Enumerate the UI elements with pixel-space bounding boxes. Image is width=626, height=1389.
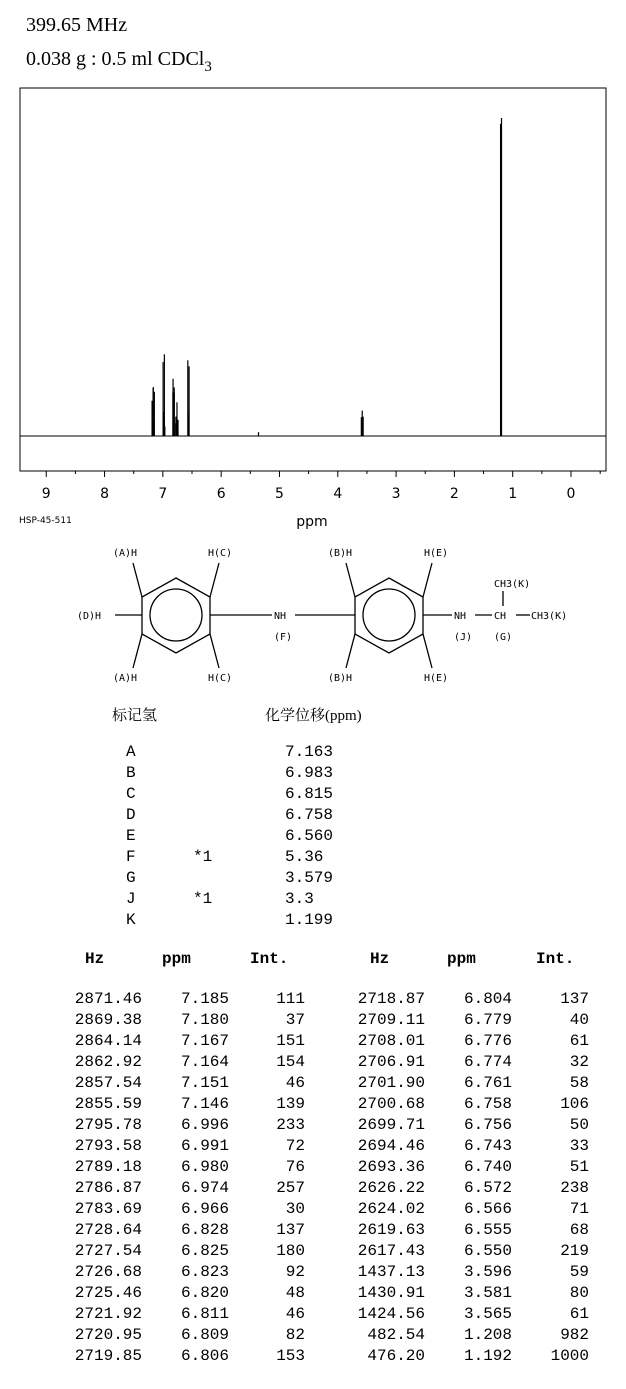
h-c-top: H(C): [208, 548, 233, 559]
assignment-label: E: [126, 827, 136, 845]
peak-table-cell: 7.167: [180, 1032, 229, 1050]
peak-table-cell: 6.758: [463, 1095, 512, 1113]
peak-table-cell: 2700.68: [357, 1095, 425, 1113]
peak-table-cell: 2719.85: [74, 1347, 142, 1365]
label-j: (J): [454, 632, 473, 643]
peak-table-cell: 1000: [550, 1347, 589, 1365]
peak-table-cell: 6.974: [180, 1179, 229, 1197]
assignment-header-label: 标记氢: [112, 708, 158, 724]
peak-table-cell: 2694.46: [357, 1137, 425, 1155]
peak-table-cell: 137: [560, 990, 589, 1008]
peak-table-cell: 61: [569, 1032, 589, 1050]
peak-table-cell: 61: [569, 1305, 589, 1323]
peak-table-cell: 2693.36: [357, 1158, 425, 1176]
peak-table-cell: 2617.43: [357, 1242, 425, 1260]
x-tick-label: 2: [449, 486, 459, 502]
peak-table-cell: 6.991: [180, 1137, 229, 1155]
x-tick-label: 6: [216, 486, 226, 502]
peak-table-cell: 1.192: [463, 1347, 512, 1365]
h-a-top: (A)H: [113, 548, 138, 559]
peak-table-cell: 6.806: [180, 1347, 229, 1365]
nh-f: NH: [274, 611, 287, 622]
peak-table-cell: 2718.87: [357, 990, 425, 1008]
peak-table-cell: 2786.87: [74, 1179, 142, 1197]
peak-table-cell: 2720.95: [74, 1326, 142, 1344]
peak-table-cell: 2864.14: [74, 1032, 142, 1050]
assignment-label: J: [126, 890, 136, 908]
peak-table-cell: 30: [285, 1200, 305, 1218]
assignment-shift: 5.36: [285, 848, 324, 866]
sample-text: 0.038 g : 0.5 ml CDCl: [26, 48, 205, 70]
peak-table-cell: 1424.56: [357, 1305, 425, 1323]
peak-table-cell: 40: [569, 1011, 589, 1029]
nh-j: NH: [454, 611, 467, 622]
peak-table-cell: 6.572: [463, 1179, 512, 1197]
peak-table-header: ppm: [162, 950, 191, 968]
peak-table-cell: 2721.92: [74, 1305, 142, 1323]
peak-table-cell: 46: [285, 1074, 305, 1092]
peak-table-cell: 72: [285, 1137, 305, 1155]
assignment-note: *1: [193, 848, 213, 866]
peak-table-cell: 2795.78: [74, 1116, 142, 1134]
peak-table-cell: 6.828: [180, 1221, 229, 1239]
peak-table-cell: 7.146: [180, 1095, 229, 1113]
peak-table-cell: 2855.59: [74, 1095, 142, 1113]
assignment-shift: 6.758: [285, 806, 334, 824]
peak-table-cell: 59: [569, 1263, 589, 1281]
peak-table-header: Hz: [85, 950, 105, 968]
sample-subscript: 3: [204, 59, 212, 75]
peak-table-cell: 6.825: [180, 1242, 229, 1260]
h-e-top: H(E): [424, 548, 449, 559]
peak-table-cell: 6.996: [180, 1116, 229, 1134]
ch-g: CH: [494, 611, 507, 622]
spectrometer-frequency: 399.65 MHz: [26, 14, 128, 36]
x-tick-label: 8: [100, 486, 110, 502]
peak-table-cell: 6.774: [463, 1053, 512, 1071]
peak-table-cell: 33: [569, 1137, 589, 1155]
peak-table-cell: 6.779: [463, 1011, 512, 1029]
assignment-label: D: [126, 806, 136, 824]
peak-table-cell: 2624.02: [357, 1200, 425, 1218]
assignment-shift: 3.579: [285, 869, 334, 887]
peak-table-cell: 2862.92: [74, 1053, 142, 1071]
assignment-label: G: [126, 869, 136, 887]
peak-table-cell: 2783.69: [74, 1200, 142, 1218]
peak-table-header: Int.: [536, 950, 575, 968]
peak-table-cell: 2725.46: [74, 1284, 142, 1302]
peak-table-cell: 2793.58: [74, 1137, 142, 1155]
peak-table-cell: 2706.91: [357, 1053, 425, 1071]
peak-table-cell: 476.20: [367, 1347, 425, 1365]
assignment-label: B: [126, 764, 136, 782]
peak-table-cell: 50: [569, 1116, 589, 1134]
peak-table-cell: 7.180: [180, 1011, 229, 1029]
assignment-note: *1: [193, 890, 213, 908]
peak-table-cell: 153: [276, 1347, 305, 1365]
h-a-bottom: (A)H: [113, 673, 138, 684]
x-tick-label: 7: [158, 486, 168, 502]
peak-table-cell: 32: [569, 1053, 589, 1071]
peak-table-cell: 2619.63: [357, 1221, 425, 1239]
peak-table-cell: 6.809: [180, 1326, 229, 1344]
ch3-right: CH3(K): [531, 611, 568, 622]
peak-table-cell: 151: [276, 1032, 305, 1050]
peak-table-cell: 1.208: [463, 1326, 512, 1344]
h-e-bottom: H(E): [424, 673, 449, 684]
peak-table-cell: 111: [276, 990, 305, 1008]
peak-table-cell: 219: [560, 1242, 589, 1260]
peak-table-cell: 2871.46: [74, 990, 142, 1008]
peak-table-header: Int.: [250, 950, 289, 968]
peak-table-cell: 92: [285, 1263, 305, 1281]
x-tick-label: 9: [41, 486, 51, 502]
assignment-label: C: [126, 785, 136, 803]
peak-table-cell: 6.820: [180, 1284, 229, 1302]
peak-table-cell: 6.980: [180, 1158, 229, 1176]
peak-table-cell: 6.823: [180, 1263, 229, 1281]
assignment-label: F: [126, 848, 136, 866]
peak-table-cell: 137: [276, 1221, 305, 1239]
peak-table-cell: 1437.13: [357, 1263, 425, 1281]
peak-table-cell: 3.596: [463, 1263, 512, 1281]
x-tick-label: 0: [566, 486, 576, 502]
peak-table-cell: 2727.54: [74, 1242, 142, 1260]
x-tick-label: 4: [333, 486, 343, 502]
x-axis-label: ppm: [296, 514, 328, 530]
peak-table-cell: 3.581: [463, 1284, 512, 1302]
peak-table-cell: 2699.71: [357, 1116, 425, 1134]
peak-table-cell: 82: [285, 1326, 305, 1344]
assignment-header-shift: 化学位移(ppm): [265, 708, 362, 724]
peak-table-cell: 238: [560, 1179, 589, 1197]
peak-table-cell: 2701.90: [357, 1074, 425, 1092]
assignment-shift: 7.163: [285, 743, 334, 761]
peak-table-cell: 106: [560, 1095, 589, 1113]
label-g: (G): [494, 632, 513, 643]
assignment-shift: 3.3: [285, 890, 314, 908]
assignment-shift: 6.815: [285, 785, 334, 803]
peak-table-cell: 6.776: [463, 1032, 512, 1050]
benzene-ring-right: [355, 578, 423, 653]
peak-table-cell: 46: [285, 1305, 305, 1323]
assignment-label: K: [126, 911, 136, 929]
peak-table-cell: 180: [276, 1242, 305, 1260]
peak-table-cell: 2728.64: [74, 1221, 142, 1239]
peak-table-cell: 80: [569, 1284, 589, 1302]
peak-table-cell: 76: [285, 1158, 305, 1176]
peak-table-cell: 68: [569, 1221, 589, 1239]
peak-table-cell: 7.185: [180, 990, 229, 1008]
peak-table-cell: 37: [285, 1011, 305, 1029]
peak-table-cell: 2726.68: [74, 1263, 142, 1281]
peak-table-cell: 6.550: [463, 1242, 512, 1260]
ch3-top: CH3(K): [494, 579, 531, 590]
peak-table-cell: 257: [276, 1179, 305, 1197]
h-b-bottom: (B)H: [328, 673, 353, 684]
peak-table-header: ppm: [447, 950, 476, 968]
peak-table-cell: 71: [569, 1200, 589, 1218]
peak-table-cell: 6.743: [463, 1137, 512, 1155]
assignment-shift: 1.199: [285, 911, 334, 929]
assignment-shift: 6.983: [285, 764, 334, 782]
peak-table-cell: 482.54: [367, 1326, 425, 1344]
sample-id: HSP-45-511: [19, 516, 72, 526]
assignment-label: A: [126, 743, 136, 761]
peak-table-cell: 58: [569, 1074, 589, 1092]
label-f: (F): [274, 632, 293, 643]
peak-table-cell: 6.811: [180, 1305, 229, 1323]
peak-table-cell: 6.761: [463, 1074, 512, 1092]
peak-table-cell: 3.565: [463, 1305, 512, 1323]
peak-table-cell: 48: [285, 1284, 305, 1302]
assignment-shift: 6.560: [285, 827, 334, 845]
h-b-top: (B)H: [328, 548, 353, 559]
peak-table-cell: 6.756: [463, 1116, 512, 1134]
peak-table-cell: 2709.11: [357, 1011, 425, 1029]
peak-table-cell: 1430.91: [357, 1284, 425, 1302]
peak-table-cell: 982: [560, 1326, 589, 1344]
x-tick-label: 3: [391, 486, 401, 502]
peak-table-cell: 6.566: [463, 1200, 512, 1218]
h-c-bottom: H(C): [208, 673, 233, 684]
peak-table-cell: 2789.18: [74, 1158, 142, 1176]
x-tick-label: 1: [508, 486, 518, 502]
peak-table-cell: 51: [569, 1158, 589, 1176]
peak-table-cell: 6.555: [463, 1221, 512, 1239]
peak-table-cell: 154: [276, 1053, 305, 1071]
peak-table-cell: 6.966: [180, 1200, 229, 1218]
peak-table-cell: 139: [276, 1095, 305, 1113]
x-tick-label: 5: [275, 486, 284, 502]
peak-table-cell: 6.804: [463, 990, 512, 1008]
benzene-ring-left: [142, 578, 210, 653]
h-d: (D)H: [77, 611, 102, 622]
peak-table-cell: 2626.22: [357, 1179, 425, 1197]
peak-table-cell: 7.151: [180, 1074, 229, 1092]
peak-table-cell: 7.164: [180, 1053, 229, 1071]
peak-table-cell: 2708.01: [357, 1032, 425, 1050]
peak-table-header: Hz: [370, 950, 390, 968]
peak-table-cell: 233: [276, 1116, 305, 1134]
peak-table-cell: 2869.38: [74, 1011, 142, 1029]
peak-table-cell: 2857.54: [74, 1074, 142, 1092]
peak-table-cell: 6.740: [463, 1158, 512, 1176]
